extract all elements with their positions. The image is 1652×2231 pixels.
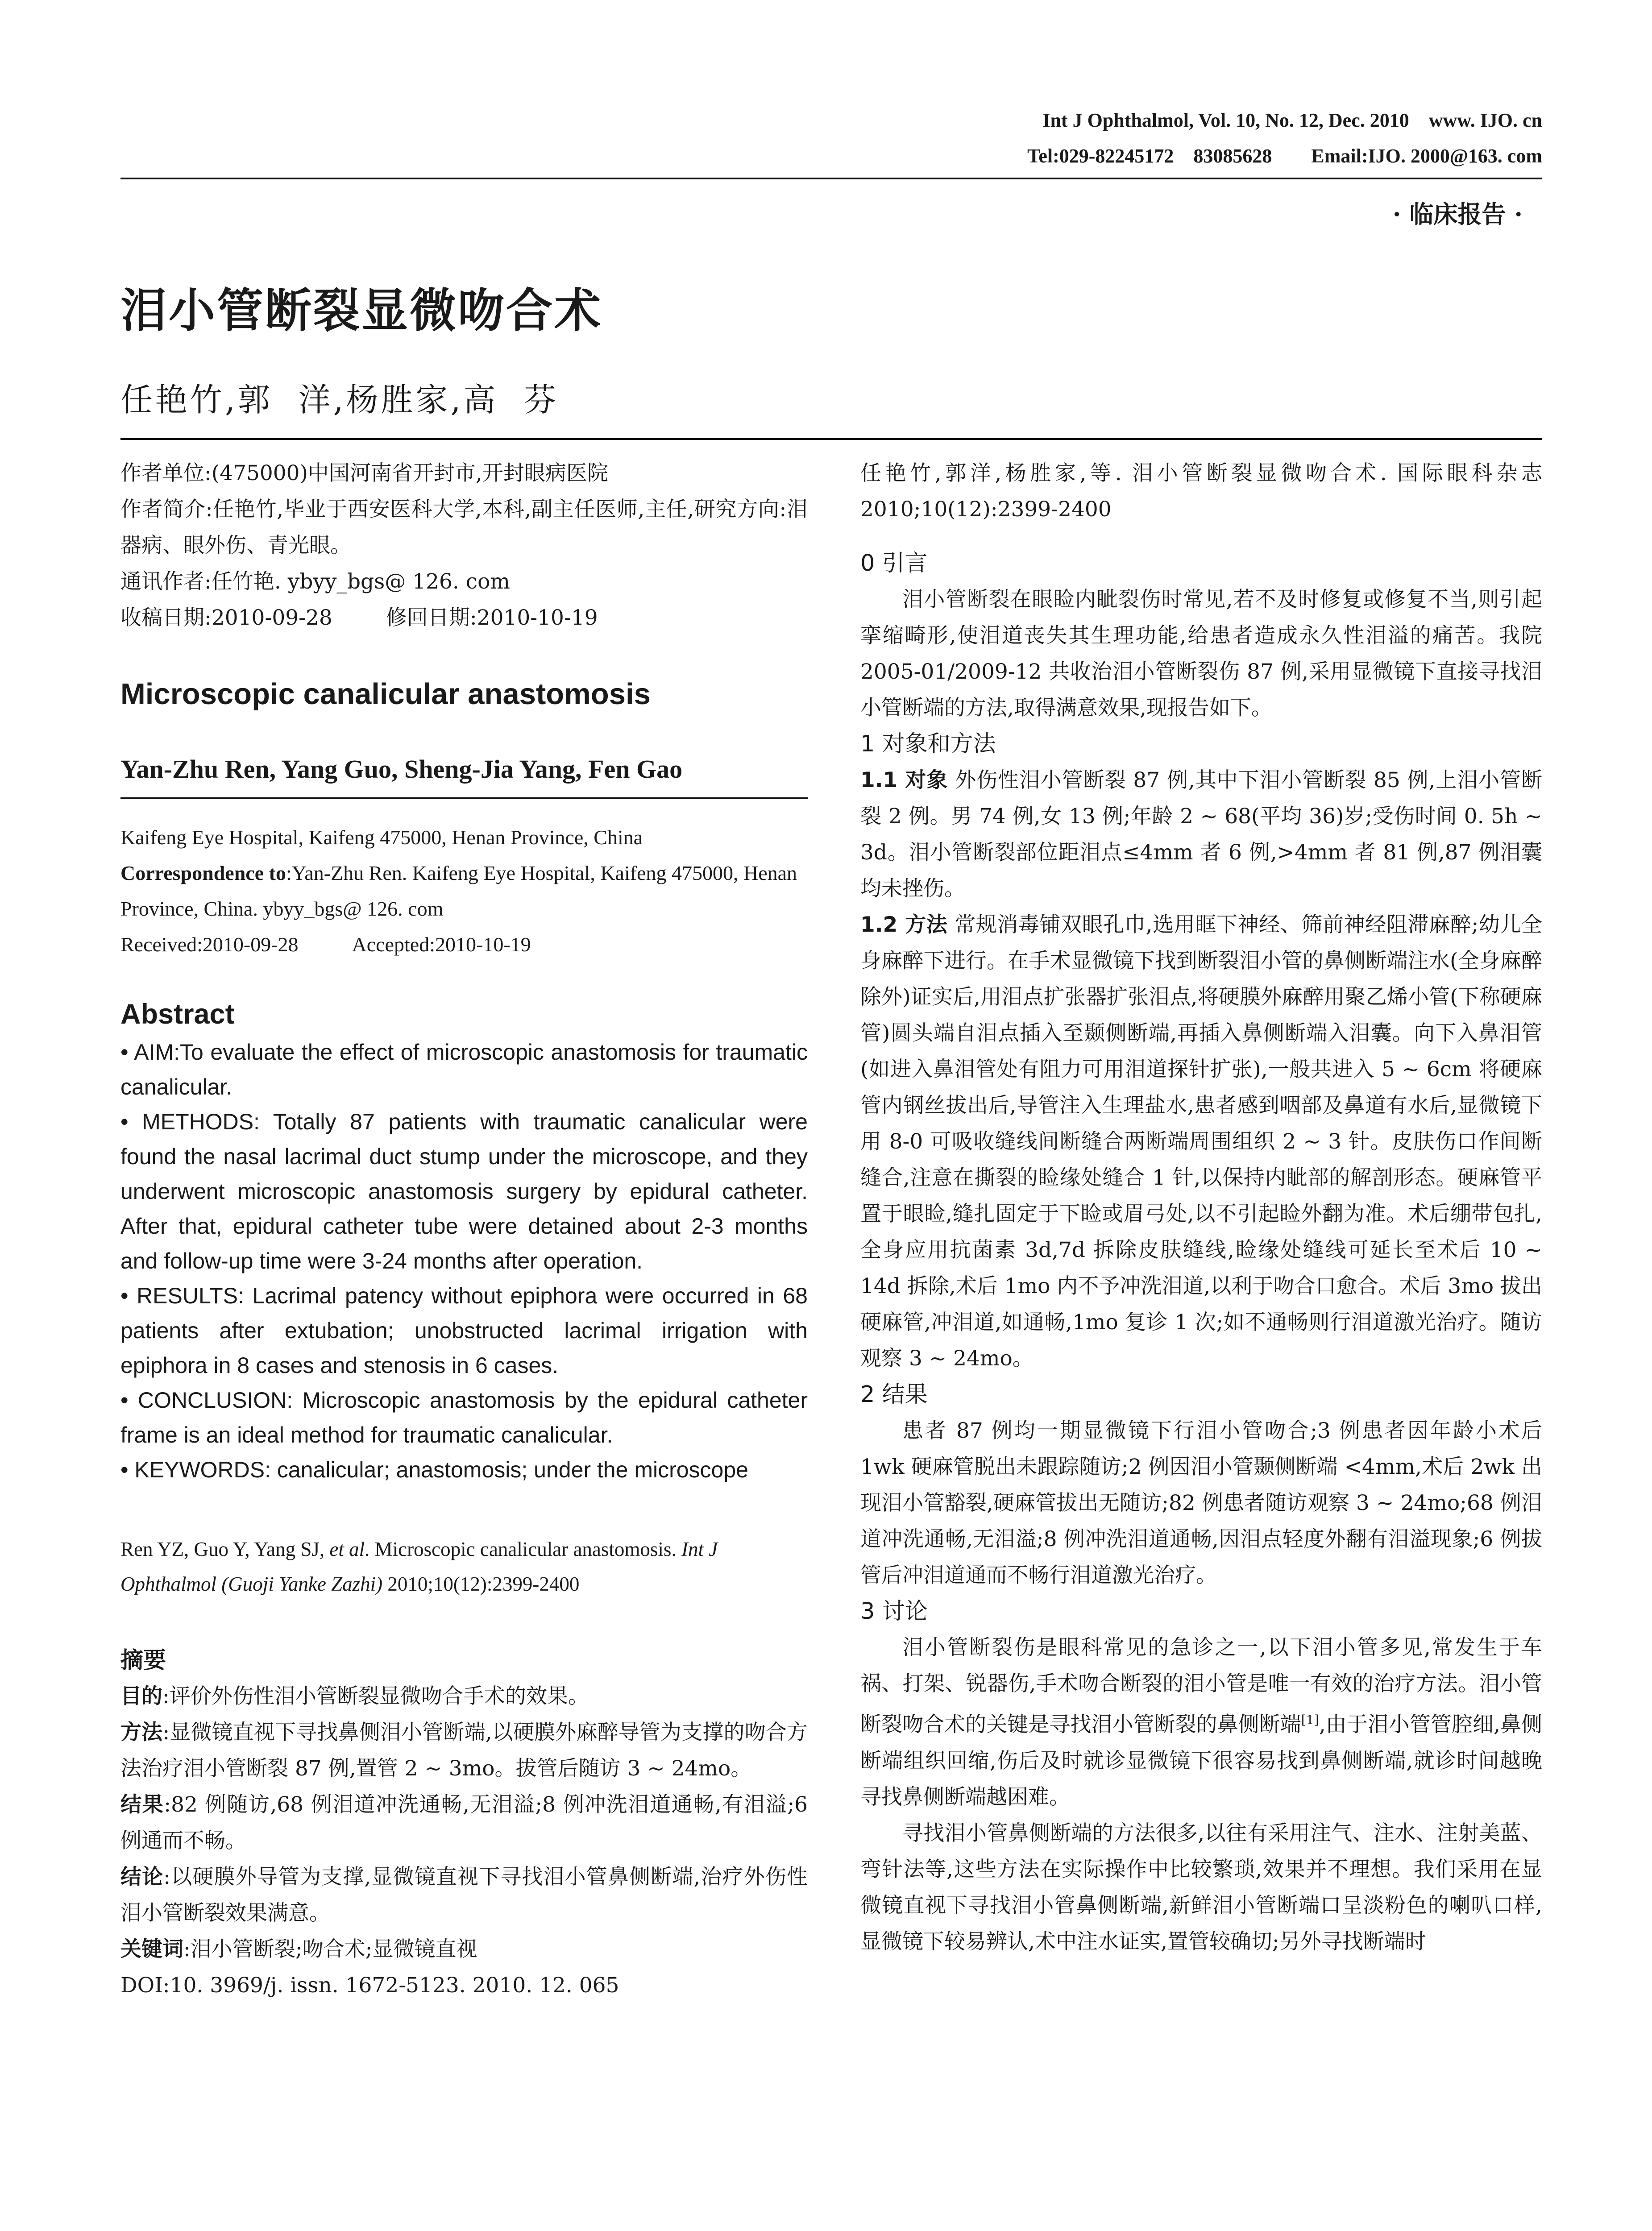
- abstract-zh-objective: [120, 1678, 808, 1714]
- dates-zh: [120, 600, 808, 636]
- correspondence-en: [120, 855, 808, 927]
- doi: DOI:10. 3969/j. issn. 1672-5123. 2010. 12. 065: [120, 1973, 619, 1998]
- citation-en-authors: Ren YZ, Guo Y, Yang SJ,: [120, 1538, 325, 1560]
- article-title-zh: 泪小管断裂显微吻合术: [120, 283, 603, 338]
- objective-text: :评价外伤性泪小管断裂显微吻合手术的效果。: [162, 1684, 589, 1708]
- author-unit: 作者单位:(475000)中国河南省开封市,开封眼病医院: [120, 461, 608, 485]
- reference-1-marker[interactable]: [1]: [1301, 1713, 1319, 1727]
- revised-date-zh: 修回日期:2010-10-19: [386, 605, 598, 630]
- abstract-zh-keywords: [120, 1931, 808, 1967]
- section-1-1: [860, 762, 1542, 907]
- citation-zh: 任艳竹,郭洋,杨胜家,等. 泪小管断裂显微吻合术. 国际眼科杂志 2010;10(12):2399-2400: [860, 461, 1542, 522]
- correspondence-text: :Yan-Zhu Ren. Kaifeng Eye Hospital, Kaifeng 475000, Henan Province, China. ybyy_bgs@ 126. com: [120, 862, 797, 920]
- methods-label-zh: 方法: [120, 1720, 163, 1745]
- abstract-zh-conclusion: [120, 1859, 808, 1931]
- results-label-zh: 结果: [120, 1792, 164, 1817]
- section-intro-heading: 0 引言: [860, 550, 928, 576]
- section-3-para-1-pre: 泪小管断裂伤是眼科常见的急诊之一,以下泪小管多见,常发生于车祸、打架、锐器伤,手术吻合断裂的泪小管是唯一有效的治疗方法。泪小管断裂吻合术的关键是寻找泪小管断裂的鼻侧断端: [860, 1635, 1542, 1737]
- citation-en-tail: 2010;10(12):2399-2400: [387, 1573, 580, 1595]
- abstract-conclusion: • CONCLUSION: Microscopic anastomosis by the epidural catheter frame is an ideal method for traumatic canalicular.: [120, 1388, 808, 1447]
- abstract-zh-results: [120, 1787, 808, 1859]
- authors-zh: 任艳竹,郭 洋,杨胜家,高 芬: [120, 381, 559, 419]
- citation-en-journal: Int J Ophthalmol (Guoji Yanke Zazhi): [120, 1538, 718, 1595]
- abstract-heading: Abstract: [120, 999, 235, 1030]
- abstract-zh-methods: [120, 1714, 808, 1787]
- results-text-zh: :82 例随访,68 例泪道冲洗通畅,无泪溢;8 例冲洗泪道通畅,有泪溢;6 例通而不畅。: [120, 1792, 808, 1853]
- abstract-zh-heading: 摘要: [120, 1647, 166, 1674]
- header-rule: [120, 178, 1542, 179]
- article-title-en: Microscopic canalicular anastomosis: [120, 677, 651, 711]
- citation-en-title: . Microscopic canalicular anastomosis.: [365, 1538, 677, 1560]
- citation-en-etal: et al: [329, 1538, 365, 1560]
- subsection-1-2-label: 1.2 方法: [860, 912, 948, 937]
- abstract-aim: • AIM:To evaluate the effect of microscopic anastomosis for traumatic canalicular.: [120, 1040, 808, 1099]
- conclusion-label-zh: 结论: [120, 1865, 164, 1889]
- methods-text-zh: :显微镜直视下寻找鼻侧泪小管断端,以硬膜外麻醉导管为支撑的吻合方法治疗泪小管断裂 87 例,置管 2 ~ 3mo。拔管后随访 3 ~ 24mo。: [120, 1720, 808, 1781]
- section-3-para-1-post: ,由于泪小管管腔细,鼻侧断端组织回缩,伤后及时就诊显微镜下很容易找到鼻侧断端,就诊时间越晚寻找鼻侧断端越困难。: [860, 1712, 1543, 1809]
- right-column: [860, 455, 1542, 1960]
- abstract-results: • RESULTS: Lacrimal patency without epiphora were occurred in 68 patients after extubation; unobstructed lacrimal irrigation with epiphora in 8 cases and stenosis in 6 cases.: [120, 1283, 808, 1378]
- author-bio: 作者简介:任艳竹,毕业于西安医科大学,本科,副主任医师,主任,研究方向:泪器病、眼外伤、青光眼。: [120, 497, 808, 558]
- correspondence-label: Correspondence to: [120, 862, 286, 884]
- title-rule: [120, 438, 1542, 440]
- abstract-methods: • METHODS: Totally 87 patients with traumatic canalicular were found the nasal lacrimal duct stump under the microscope, and they underwent microscopic anastomosis surgery by epidural catheter. After that, epidural catheter tube were detained about 2-3 months and follow-up time were 3-24 months after operation.: [120, 1109, 808, 1273]
- received-date-en: Received:2010-09-28: [120, 933, 299, 956]
- section-tag: · 临床报告 ·: [1392, 200, 1523, 228]
- journal-header-line: Int J Ophthalmol, Vol. 10, No. 12, Dec. 2010 www. IJO. cn: [1042, 109, 1542, 131]
- section-1-2: [860, 907, 1542, 1377]
- section-3-para-2: 寻找泪小管鼻侧断端的方法很多,以往有采用注气、注水、注射美蓝、弯针法等,这些方法在实际操作中比较繁琐,效果并不理想。我们采用在显微镜直视下寻找泪小管鼻侧断端,新鲜泪小管断端口呈淡粉色的喇叭口样,显微镜下较易辨认,术中注水证实,置管较确切;另外寻找断端时: [860, 1820, 1542, 1954]
- contact-header-line: Tel:029-82245172 83085628 Email:IJO. 2000@163. com: [1027, 145, 1542, 167]
- corresponding-author: 通讯作者:任竹艳. ybyy_bgs@ 126. com: [120, 569, 510, 594]
- authors-en: Yan-Zhu Ren, Yang Guo, Sheng-Jia Yang, Fen Gao: [120, 754, 808, 799]
- affiliation-en: Kaifeng Eye Hospital, Kaifeng 475000, Henan Province, China: [120, 826, 643, 849]
- citation-en: [120, 1532, 808, 1601]
- abstract-keywords: • KEYWORDS: canalicular; anastomosis; under the microscope: [120, 1457, 748, 1482]
- objective-label: 目的: [120, 1684, 162, 1708]
- left-column: [120, 455, 808, 2003]
- subsection-1-1-label: 1.1 对象: [860, 768, 948, 792]
- keywords-label-zh: 关键词: [120, 1937, 183, 1961]
- section-1-heading: 1 对象和方法: [860, 731, 996, 757]
- section-2-text: 患者 87 例均一期显微镜下行泪小管吻合;3 例患者因年龄小术后 1wk 硬麻管脱出未跟踪随访;2 例因泪小管颞侧断端 <4mm,术后 2wk 出现泪小管豁裂,硬麻管拔出无随访;82 例患者随访观察 3 ~ 24mo;68 例泪道冲洗通畅,无泪溢;8 例冲洗泪道通畅,因泪点轻度外翻有泪溢现象;6 例拔管后冲泪道通而不畅行泪道激光治疗。: [860, 1418, 1542, 1588]
- subsection-1-1-text: 外伤性泪小管断裂 87 例,其中下泪小管断裂 85 例,上泪小管断裂 2 例。男 74 例,女 13 例;年龄 2 ~ 68(平均 36)岁;受伤时间 0. 5h ~ 3d。泪小管断裂部位距泪点≤4mm 者 6 例,>4mm 者 81 例,87 例泪囊均未挫伤。: [860, 768, 1542, 901]
- conclusion-text-zh: :以硬膜外导管为支撑,显微镜直视下寻找泪小管鼻侧断端,治疗外伤性泪小管断裂效果满意。: [120, 1865, 808, 1925]
- accepted-date-en: Accepted:2010-10-19: [352, 933, 531, 956]
- section-intro-text: 泪小管断裂在眼睑内眦裂伤时常见,若不及时修复或修复不当,则引起挛缩畸形,使泪道丧失其生理功能,给患者造成永久性泪溢的痛苦。我院 2005-01/2009-12 共收治泪小管断裂伤 87 例,采用显微镜下直接寻找泪小管断端的方法,取得满意效果,现报告如下。: [860, 587, 1542, 720]
- section-2-heading: 2 结果: [860, 1381, 928, 1408]
- subsection-1-2-text: 常规消毒铺双眼孔巾,选用眶下神经、筛前神经阻滞麻醉;幼儿全身麻醉下进行。在手术显微镜下找到断裂泪小管的鼻侧断端注水(全身麻醉除外)证实后,用泪点扩张器扩张泪点,将硬膜外麻醉用聚乙烯小管(下称硬麻管)圆头端自泪点插入至颞侧断端,再插入鼻侧断端入泪囊。向下入鼻泪管(如进入鼻泪管处有阻力可用泪道探针扩张),一般共进入 5 ~ 6cm 将硬麻管内钢丝拔出后,导管注入生理盐水,患者感到咽部及鼻道有水后,显微镜下用 8-0 可吸收缝线间断缝合两断端周围组织 2 ~ 3 针。皮肤伤口作间断缝合,注意在撕裂的睑缘处缝合 1 针,以保持内眦部的解剖形态。硬麻管平置于眼睑,缝扎固定于下睑或眉弓处,以不引起睑外翻为准。术后绷带包扎,全身应用抗菌素 3d,7d 拆除皮肤缝线,睑缘处缝线可延长至术后 10 ~ 14d 拆除,术后 1mo 内不予冲洗泪道,以利于吻合口愈合。术后 3mo 拔出硬麻管,冲泪道,如通畅,1mo 复诊 1 次;如不通畅则行泪道激光治疗。随访观察 3 ~ 24mo。: [860, 912, 1543, 1371]
- section-3-para-1: [860, 1630, 1542, 1815]
- received-date-zh: 收稿日期:2010-09-28: [120, 605, 332, 630]
- keywords-text-zh: :泪小管断裂;吻合术;显微镜直视: [183, 1937, 477, 1961]
- section-3-heading: 3 讨论: [860, 1598, 928, 1625]
- dates-en: [120, 927, 808, 962]
